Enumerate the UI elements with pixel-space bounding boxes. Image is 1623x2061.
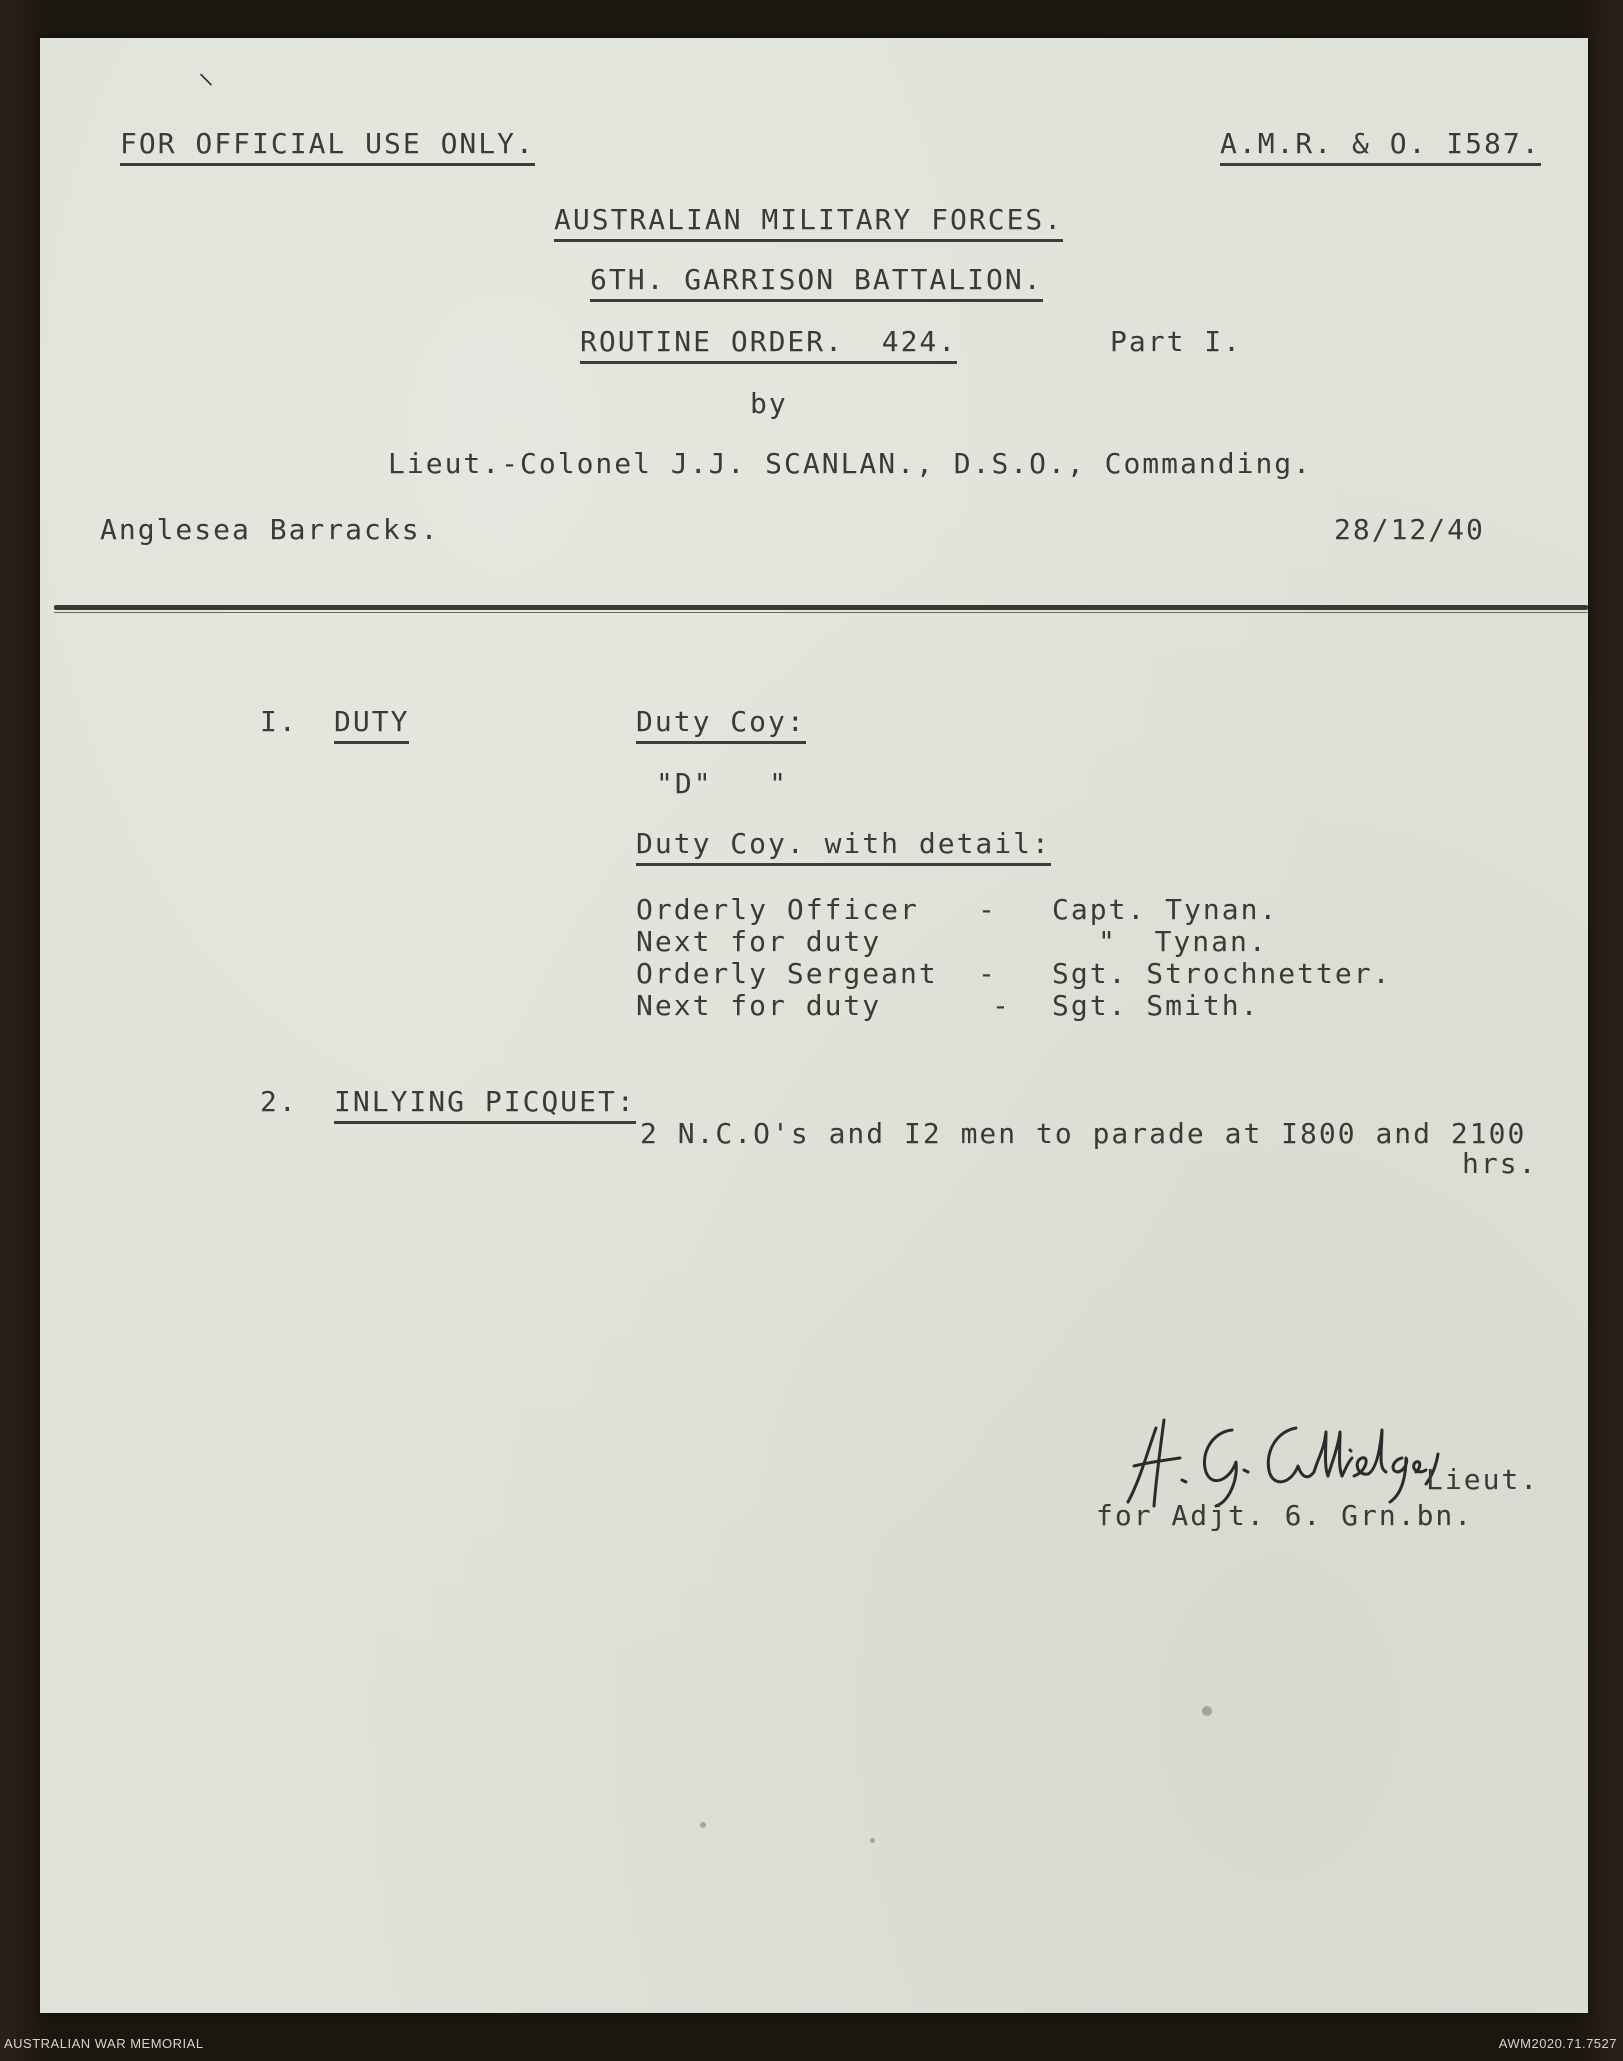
commander-line: Lieut.-Colonel J.J. SCANLAN., D.S.O., Commanding.	[388, 447, 1313, 480]
detail-dash: -	[978, 957, 997, 990]
item-1-number: I.	[260, 705, 298, 738]
header-divider-shadow	[54, 612, 1588, 613]
date-label: 28/12/40	[1334, 513, 1485, 546]
signatory-rank: Lieut.	[1426, 1463, 1540, 1496]
document-page	[40, 38, 1588, 2013]
detail-dash: -	[992, 989, 1011, 1022]
item-2-heading: INLYING PICQUET:	[334, 1088, 636, 1124]
detail-heading: Duty Coy. with detail:	[636, 830, 1051, 866]
for-adjutant-line: for Adjt. 6. Grn.bn.	[1096, 1499, 1474, 1532]
part-label: Part I.	[1110, 325, 1243, 358]
paper-speck	[870, 1838, 875, 1843]
detail-name: " Tynan.	[1098, 925, 1268, 958]
paper-speck	[700, 1822, 706, 1828]
item-1-heading: DUTY	[334, 708, 409, 744]
title-battalion: 6TH. GARRISON BATTALION.	[590, 266, 1043, 302]
classification-label: FOR OFFICIAL USE ONLY.	[120, 130, 535, 166]
detail-role: Orderly Sergeant	[636, 957, 938, 990]
detail-dash: -	[978, 893, 997, 926]
detail-name: Sgt. Smith.	[1052, 989, 1260, 1022]
punch-mark: ⸜	[198, 53, 215, 91]
paper-speck	[1202, 1706, 1212, 1716]
title-forces: AUSTRALIAN MILITARY FORCES.	[554, 206, 1063, 242]
detail-name: Sgt. Strochnetter.	[1052, 957, 1392, 990]
detail-role: Orderly Officer	[636, 893, 919, 926]
form-reference: A.M.R. & O. I587.	[1220, 130, 1541, 166]
item-2-number: 2.	[260, 1085, 298, 1118]
by-label: by	[750, 387, 788, 420]
item-2-text-cont: hrs.	[1462, 1147, 1538, 1180]
title-routine-order: ROUTINE ORDER. 424.	[580, 328, 957, 364]
footer-accession-number: AWM2020.71.7527	[1498, 2036, 1617, 2051]
footer-archive-name: AUSTRALIAN WAR MEMORIAL	[4, 2036, 204, 2051]
item-2-text: 2 N.C.O's and I2 men to parade at I800 and 2100	[640, 1117, 1527, 1150]
duty-coy-heading: Duty Coy:	[636, 708, 806, 744]
header-divider	[54, 605, 1588, 610]
detail-role: Next for duty	[636, 925, 882, 958]
detail-name: Capt. Tynan.	[1052, 893, 1279, 926]
detail-role: Next for duty	[636, 989, 882, 1022]
duty-coy-value: "D" "	[656, 767, 789, 800]
location-label: Anglesea Barracks.	[100, 513, 440, 546]
